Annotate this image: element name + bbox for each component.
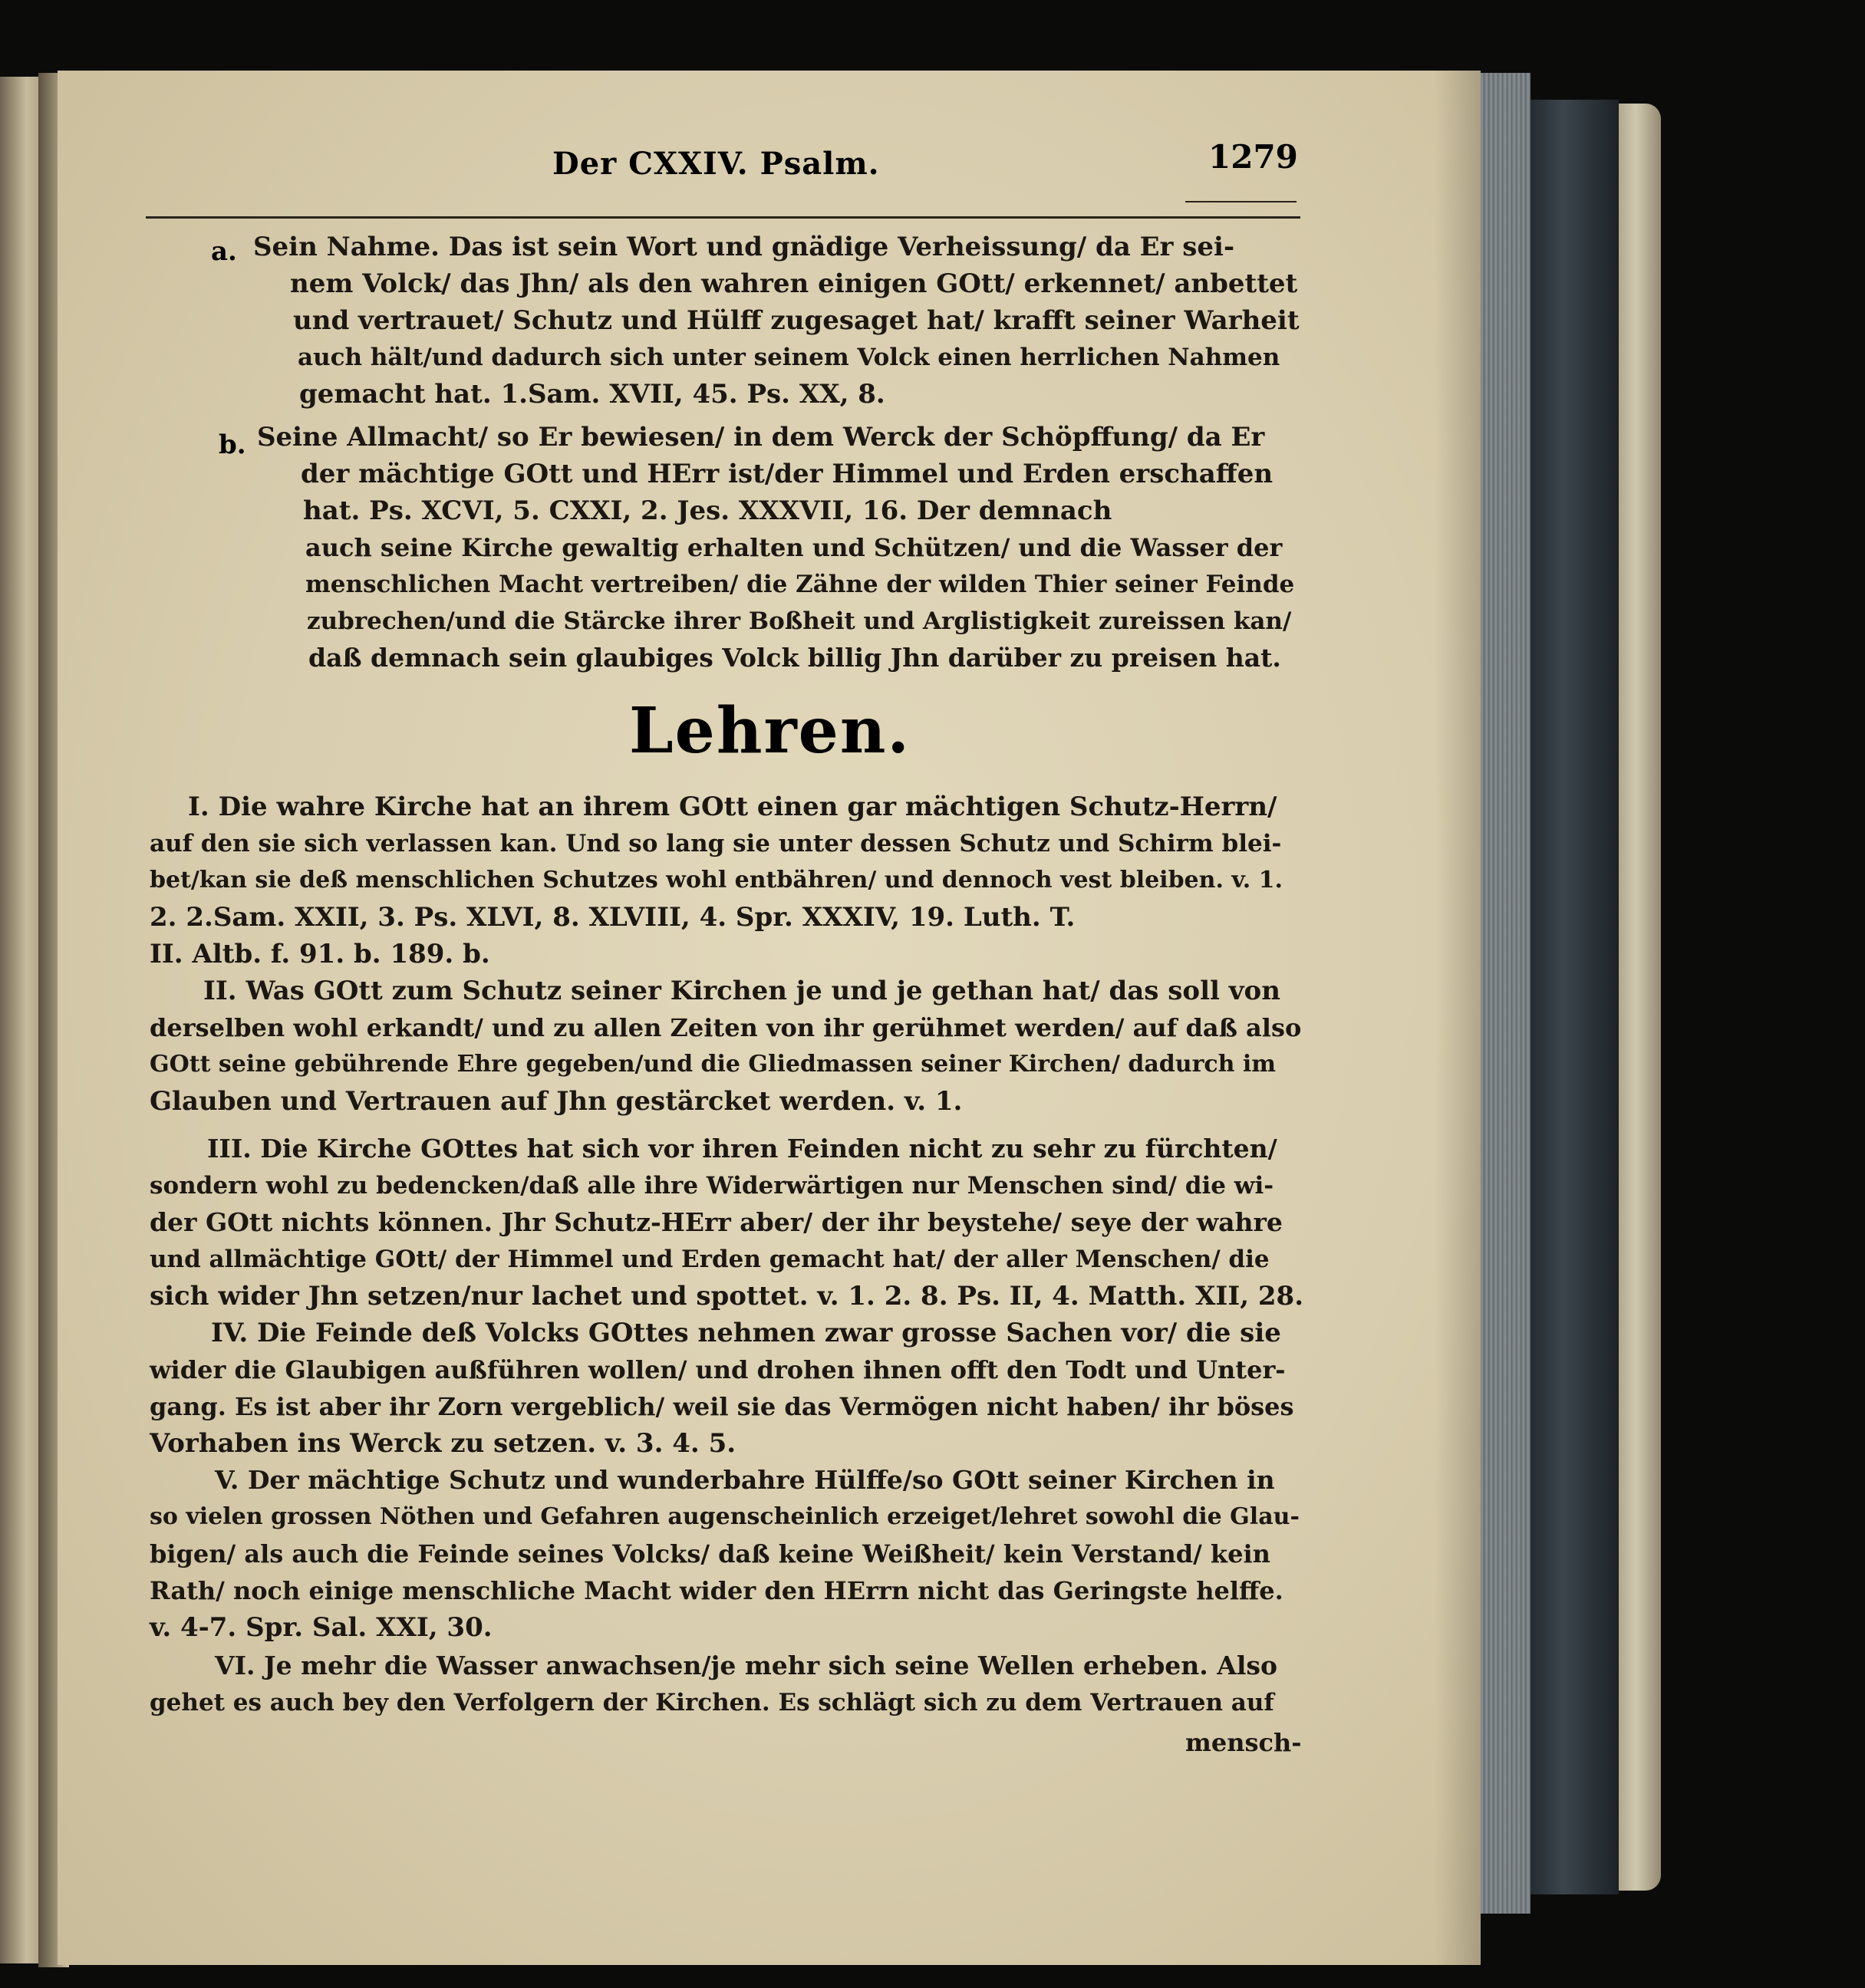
teaching-5-line: so vielen grossen Nöthen und Gefahren augenscheinlich erzeiget/lehret sowohl die Glau-	[150, 1503, 1300, 1530]
teaching-4-line: Vorhaben ins Werck zu setzen. v. 3. 4. 5.	[150, 1428, 736, 1459]
teaching-2-line: GOtt seine gebührende Ehre gegeben/und die Gliedmassen seiner Kirchen/ dadurch im	[150, 1051, 1277, 1078]
note-a-line: auch hält/und dadurch sich unter seinem Volck einen herrlichen Nahmen	[298, 344, 1280, 371]
teaching-3-line: der GOtt nichts können. Jhr Schutz-HErr aber/ der ihr beystehe/ seye der wahre	[150, 1207, 1283, 1237]
note-a-line: nem Volck/ das Jhn/ als den wahren einigen GOtt/ erkennet/ anbettet	[290, 268, 1298, 299]
teaching-2-line: II. Was GOtt zum Schutz seiner Kirchen je und je gethan hat/ das soll von	[203, 976, 1280, 1006]
teaching-5-line: Rath/ noch einige menschliche Macht wider den HErrn nicht das Geringste helffe.	[150, 1576, 1283, 1605]
teaching-1-line: bet/kan sie deß menschlichen Schutzes wohl entbähren/ und dennoch vest bleiben. v. 1.	[150, 867, 1283, 894]
teaching-1-line: II. Altb. f. 91. b. 189. b.	[150, 939, 490, 969]
teaching-3-line: sondern wohl zu bedencken/daß alle ihre Widerwärtigen nur Menschen sind/ die wi-	[150, 1172, 1274, 1200]
page-block-edge-dark	[1527, 100, 1619, 1894]
header-rule-short	[1185, 201, 1297, 202]
teaching-2-line: Glauben und Vertrauen auf Jhn gestärcket werden. v. 1.	[150, 1086, 963, 1117]
teaching-5-line: bigen/ als auch die Feinde seines Volcks/ daß keine Weißheit/ kein Verstand/ kein	[150, 1539, 1270, 1568]
teaching-3-line: sich wider Jhn setzen/nur lachet und spottet. v. 1. 2. 8. Ps. II, 4. Matth. XII, 28.	[150, 1281, 1304, 1312]
teaching-1-line: I. Die wahre Kirche hat an ihrem GOtt einen gar mächtigen Schutz-Herrn/	[188, 792, 1277, 822]
teaching-6-line: gehet es auch bey den Verfolgern der Kirchen. Es schlägt sich zu dem Vertrauen auf	[150, 1689, 1274, 1716]
teaching-4-line: IV. Die Feinde deß Volcks GOttes nehmen zwar grosse Sachen vor/ die sie	[211, 1318, 1281, 1348]
page-number: 1279	[1208, 138, 1298, 176]
note-b-line: hat. Ps. XCVI, 5. CXXI, 2. Jes. XXXVII, 16. Der demnach	[303, 495, 1112, 526]
teaching-2-line: derselben wohl erkandt/ und zu allen Zeiten von ihr gerühmet werden/ auf daß also	[150, 1013, 1302, 1042]
note-b-line: Seine Allmacht/ so Er bewiesen/ in dem Werck der Schöpffung/ da Er	[257, 422, 1265, 453]
note-marker-a: a.	[211, 236, 237, 267]
teaching-5-line: V. Der mächtige Schutz und wunderbahre Hülffe/so GOtt seiner Kirchen in	[215, 1465, 1275, 1495]
header-rule	[146, 216, 1300, 219]
teaching-4-line: wider die Glaubigen außführen wollen/ und drohen ihnen offt den Todt und Unter-	[150, 1355, 1286, 1384]
teaching-3-line: und allmächtige GOtt/ der Himmel und Erden gemacht hat/ der aller Menschen/ die	[150, 1246, 1270, 1273]
note-b-line: zubrechen/und die Stärcke ihrer Boßheit und Arglistigkeit zureissen kan/	[307, 607, 1292, 635]
teaching-1-line: 2. 2.Sam. XXII, 3. Ps. XLVI, 8. XLVIII, 4. Spr. XXXIV, 19. Luth. T.	[150, 902, 1076, 933]
section-heading: Lehren.	[629, 694, 911, 768]
teaching-3-line: III. Die Kirche GOttes hat sich vor ihren Feinden nicht zu sehr zu fürchten/	[207, 1134, 1277, 1164]
note-b-line: auch seine Kirche gewaltig erhalten und Schützen/ und die Wasser der	[305, 533, 1283, 562]
note-b-line: der mächtige GOtt und HErr ist/der Himmel und Erden erschaffen	[301, 459, 1274, 489]
teaching-6-line: VI. Je mehr die Wasser anwachsen/je mehr sich seine Wellen erheben. Also	[215, 1651, 1278, 1680]
teaching-1-line: auf den sie sich verlassen kan. Und so lang sie unter dessen Schutz und Schirm blei-	[150, 830, 1282, 857]
page-shadow	[1435, 71, 1481, 1965]
note-a-line: gemacht hat. 1.Sam. XVII, 45. Ps. XX, 8.	[299, 379, 885, 410]
teaching-5-line: v. 4-7. Spr. Sal. XXI, 30.	[150, 1612, 493, 1643]
catchword: mensch-	[1185, 1728, 1302, 1757]
note-b-line: daß demnach sein glaubiges Volck billig Jhn darüber zu preisen hat.	[308, 643, 1281, 673]
teaching-4-line: gang. Es ist aber ihr Zorn vergeblich/ weil sie das Vermögen nicht haben/ ihr böses	[150, 1392, 1294, 1421]
note-a-line: und vertrauet/ Schutz und Hülff zugesaget hat/ krafft seiner Warheit	[293, 305, 1300, 336]
running-title: Der CXXIV. Psalm.	[552, 146, 880, 182]
note-marker-b: b.	[219, 430, 246, 460]
note-a-line: Sein Nahme. Das ist sein Wort und gnädige Verheissung/ da Er sei-	[253, 232, 1235, 262]
note-b-line: menschlichen Macht vertreiben/ die Zähne der wilden Thier seiner Feinde	[305, 571, 1295, 598]
